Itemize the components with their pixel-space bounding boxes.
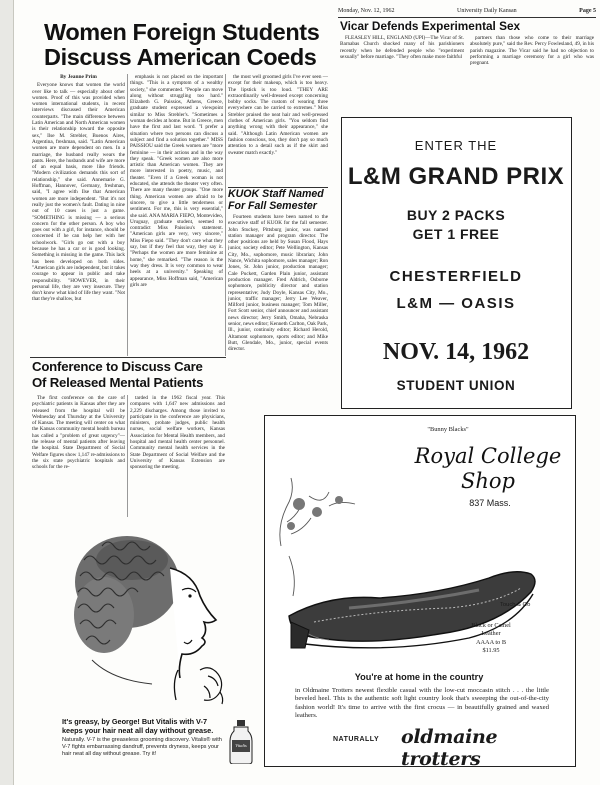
kuok-text: Fourteen students have been named to the executive staff of KUOK for the fall semester. John Stuckey, Pittsburg junior, was named station manager and program director. The other positions are held by Susan Flood, Hays junior, society editor; Pete Wellington, Kansas City, Mo., sophomore, music librarian; John Nance, Wichita sophomore, sales manager; Ron Jones, St. John junior, production manager; Cale Puckett, Garden Plain junior, assistant production manager. Fred Aldrich, Osborne sophomore, publicity director and station representative; Judy Doyle, Kansas City, Mo., junior, traffic manager; Jerry Lee Weaver, Milford junior, business manager; Tom Miller, Fort Scott senior, chief announcer and assistant news director; Jerry Smith, Omaha, Nebraska senior, news editor; Kenneth Carlton, Oak Park, Ill., junior, continuity editor; Richard Herold, Altamont sophomore, sports editor; and Mike Butt, Glendale, Mo., junior, special events director.	[228, 214, 328, 353]
kuok-headline-line2: For Fall Semester	[228, 199, 317, 212]
conference-col2	[130, 395, 225, 517]
lm-line4: GET 1 FREE	[412, 226, 500, 242]
main-col2-text: emphasis is not placed on the important things. "This is a symptom of a wealthy society," she commented. "People can move along without struggling too hard." Elizabeth G. Paissios, Athens, Greece, graduate student expressed a viewpoint similar to Miss Strebler's. "Sometimes a woman decides at home. But in Greece, men have the first and last word. "I prefer a situation where two persons can discuss a subject and find a solution together." MISS PAISSIOU said the Greek women are "more feminine — in their actions and in the way they speak. "Greek women are also more artistic than American women. They are more interested in poetry, music, and theater. "Even if a Greek woman is not educated, she attends the theater very often. There are many theater groups. "One more thing. American women are afraid to be sincere, to give a little tenderness or sentiment. For me, this is very essential," she said. ANA MARIA FIEPO, Montevideo, Uruguay, graduate student, seemed to contradict Miss Paissiou's statement. "American girls are very, very sincere," Miss Fiepo said. "They don't care what they say, but if they feel that way, they say it. "Perhaps the women are more feminine at home," she remarked. "The reason is the way they dress. It is very common to wear heels at a university." Speaking of appearance, Miss Hoffman said, "American girls are	[130, 74, 223, 288]
main-col1-text: Everyone knows that women the world over like to talk — especially about other women. Proof of this was provided when women international students, in recent interviews discussed their American counterparts. "The main difference between Latin American and North American women is their relationship toward the opposite sex," Ilse M. Strebler, Buenos Aires, Argentina, freshman, said. "Latin American women are more dependent on men. In a marriage, the husband really wears the pants. Here, the husbands and wife are more of an equal basis, more like friends. "Modern civilization demands this sort of relationship," she said. Annemarie G. Hoffman, Hannover, Germany, freshman, said, "I agree with Ilse that American women are more independent. "But it's not really just the women's fault. Dating in nine out of 10 cases is just a game. "SOMETHING is missing — a serious concern for the other person. A boy who goes out with a girl, for instance, should be concerned if he can help her with her schoolwork. "Girls go out with a boy because he has a car or is good looking. Something is missing in the game. This lack has been developed on both sides. "American girls are independent, but it takes courage to appear in public and take responsibility. "HOWEVER, in their personal life, they are very insecure. They don't know what kind of life they want. "Not that they're shallow, but	[32, 82, 125, 303]
shoe-price: $11.95	[482, 647, 500, 655]
lm-line2: L&M GRAND PRIX	[347, 163, 565, 190]
main-article-col3	[228, 74, 328, 186]
lm-line1: ENTER THE	[414, 138, 498, 153]
conference-top-rule	[30, 357, 226, 358]
vicar-col1-text: FLEASLEY HILL, ENGLAND (UPI)—The Vicar of St. Barnabas Church shocked many of his parishioners recently when he defended people who "experiment sexually" before marriage. "They often make more faithful	[340, 35, 464, 60]
conference-headline-line2: Of Released Mental Patients	[32, 375, 204, 390]
conference-headline-line1: Conference to Discuss Care	[32, 359, 203, 374]
lm-line6: L&M — OASIS	[396, 295, 516, 312]
kuok-headline-line1: KUOK Staff Named	[228, 188, 324, 200]
vicar-col2-text: partners than those who come to their marriage absolutely pure," said the Rev. Percy Fowlesland, 49, in his parish magazine. The Vicar said he had no objection to performing a marriage ceremony for a girl who was pregnant.	[470, 35, 594, 67]
header-paper: University Daily Kansan	[457, 8, 517, 14]
kuok-headline	[228, 189, 332, 212]
oldmaine-trotters-logo: oldmaine trotters	[401, 726, 498, 770]
main-headline-line1: Women Foreign Students	[44, 19, 320, 45]
vitalis-bottle-icon	[228, 720, 254, 764]
royal-college-shop-ad	[264, 415, 576, 770]
conference-col2-text: tarded in the 1962 fiscal year. This compares with 1,647 new admissions and 2,229 discharges. Among those invited to participate in the conference are physicians, ministers, probate judges, public health nurses, social welfare workers, Kansas Association for Mental Health members, and hospital and mental health center personnel. Community mental health services in the State Department of Social Welfare and the University of Kansas Extension are sponsoring the meeting.	[130, 395, 225, 471]
vicar-col2	[470, 35, 594, 95]
curly-hair-illustration	[74, 536, 179, 653]
shop-name-line1: Royal College	[414, 444, 562, 468]
header-rule	[338, 17, 596, 18]
foliage	[287, 496, 343, 530]
vitalis-ad-text	[62, 718, 227, 758]
naturally-label: NATURALLY	[333, 736, 380, 743]
shoe-color: Black or Camel	[471, 622, 511, 629]
col-divider	[127, 395, 128, 517]
header-date: Monday, Nov. 12, 1962	[338, 8, 395, 14]
lm-grand-prix-ad	[341, 117, 572, 409]
conference-col1	[32, 395, 125, 517]
byline: By Jeanne Prim	[60, 74, 97, 80]
touch-and-go-label: Touch & Go	[500, 602, 531, 608]
shoe-material: Leather	[481, 630, 501, 638]
shoe-illustration	[269, 476, 569, 676]
ad-tagline: You're at home in the country	[354, 672, 484, 682]
main-col3-text: the most well groomed girls I've ever seen — except for their makeup, which is too heavy. The lipstick is too loud. "THEY ARE extraordinarily well-dressed except concerning bobby socks. The custom of wearing three everywhere can be carried to extremes." Miss Strebler praised the neat hair and well-pressed clothes of American girls. "You seldom find anything wrong with their appearance," she said. "Although Latin American women are fashion conscious, too, they don't pay so much attention to a detail such as if the skirt and sweater match exactly."	[228, 74, 328, 156]
main-headline	[44, 20, 334, 70]
tree-sketch	[280, 478, 355, 596]
bunny-blacks-label: "Bunny Blacks"	[427, 426, 469, 433]
main-article-col2	[130, 74, 223, 356]
shop-name-line2: Shop	[461, 469, 515, 493]
col-divider	[127, 74, 128, 356]
col-divider	[225, 74, 226, 356]
conference-headline	[32, 359, 228, 391]
shoe-description	[461, 622, 521, 656]
lm-line8: STUDENT UNION	[396, 378, 516, 393]
lm-line7: NOV. 14, 1962	[382, 339, 530, 365]
ad-body: in Oldmaine Trotters newest flexible casual with the low-cut moccasin stitch . . . the little beveled heel. This is the authentic soft light country look that's sweeping the out-of-the-city fashion world! It's time to arrive with the first crocus — in beautifully grained and waxed leathers.	[295, 687, 549, 719]
lm-line3: BUY 2 PACKS	[406, 207, 506, 223]
previous-page-edge	[0, 0, 14, 785]
vitalis-bottle	[228, 720, 254, 764]
main-article-col1	[32, 74, 125, 356]
vicar-headline: Vicar Defends Experimental Sex	[340, 19, 521, 33]
vicar-col1	[340, 35, 464, 95]
main-headline-line2: Discuss American Coeds	[44, 44, 317, 70]
vitalis-headline-line2: keeps your hair neat all day without grease.	[62, 725, 214, 735]
shoe-widths: AAAA to B	[475, 638, 507, 646]
vitalis-headline	[62, 718, 227, 735]
shop-address: 837 Mass.	[469, 498, 511, 508]
vitalis-body: Naturally. V-7 is the greaseless grooming discovery. Vitalis® with V-7 fights embarrassing dandruff, prevents dryness, keeps your hair neat all day without grease. Try it!	[62, 737, 222, 758]
vitalis-headline-line1: It's greasy, by George! But Vitalis with V-7	[62, 717, 208, 726]
header-page: Page 5	[579, 8, 596, 14]
kuok-body	[228, 214, 328, 410]
vitalis-illustration	[32, 520, 282, 715]
hand-drawing	[200, 668, 223, 704]
face-profile-drawing	[170, 568, 216, 700]
lm-line5: CHESTERFIELD	[389, 268, 523, 285]
conference-col1-text: The first conference on the care of psychiatric patients in Kansas after they are released from the hospital will be Wednesday and Thursday at the University of Kansas. The meeting will center on what the Kansas community mental health bureau has called a "problem of great urgency"—the release of mental patients after leaving the hospital. State Department of Social Welfare figures show 1,147 re-admissions to the six state psychiatric hospitals and schools for the re-	[32, 395, 125, 471]
vitalis-bottle-label: Vitalis	[235, 743, 247, 748]
